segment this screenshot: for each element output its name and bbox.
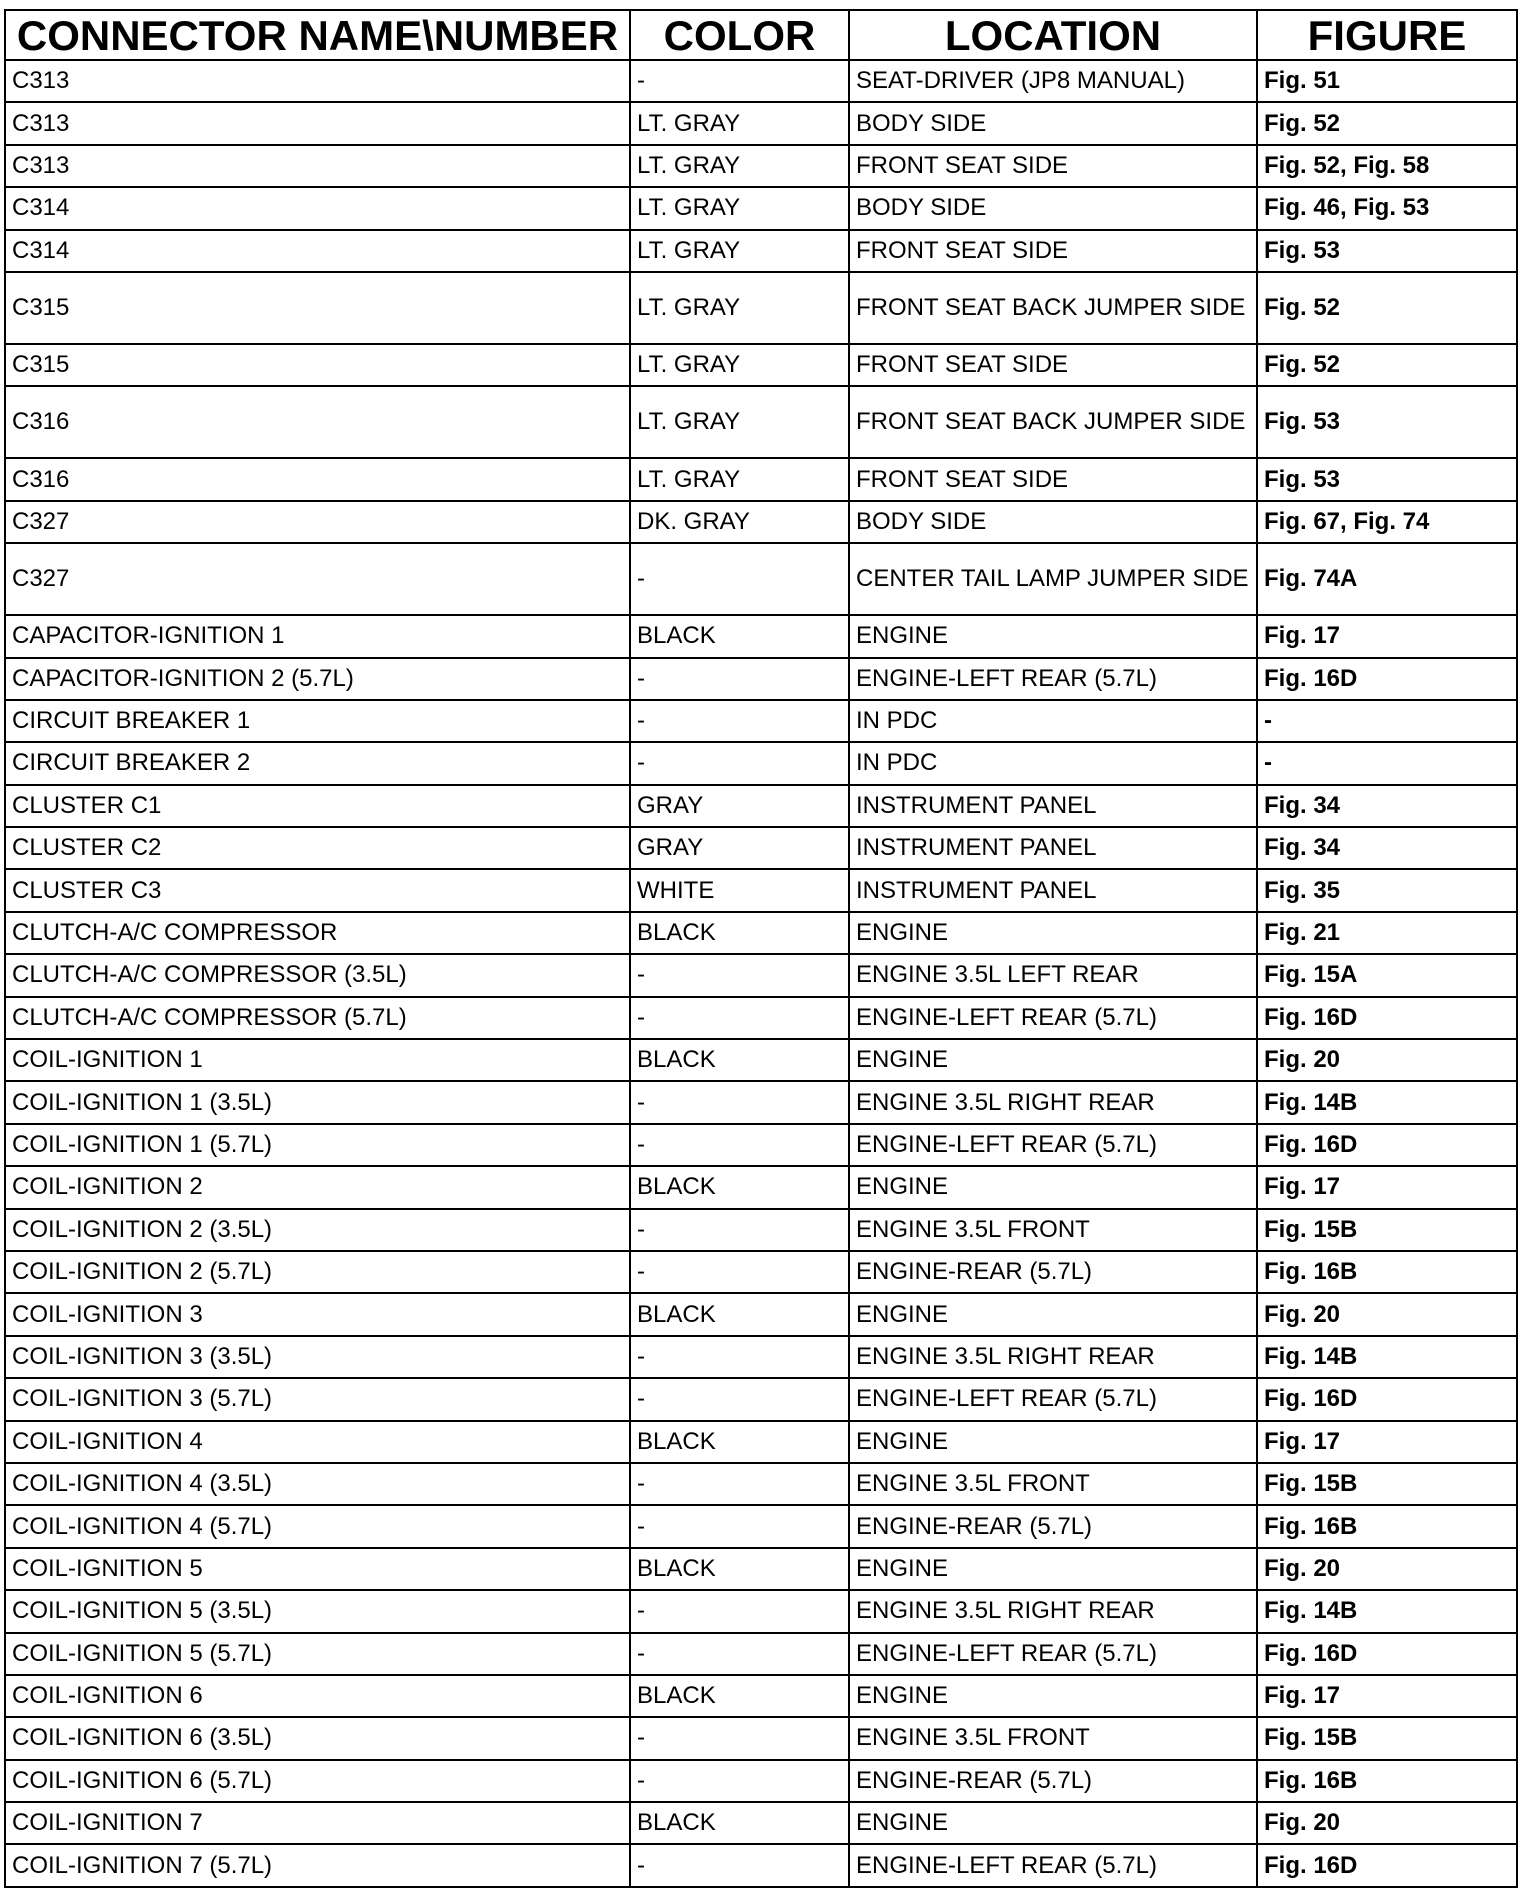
table-row xyxy=(5,1675,1517,1717)
connector-name-cell: COIL-IGNITION 4 (5.7L) xyxy=(5,1505,630,1547)
connector-name-cell: C313 xyxy=(5,145,630,187)
connector-name-cell: COIL-IGNITION 1 (5.7L) xyxy=(5,1124,630,1166)
location-cell: ENGINE-LEFT REAR (5.7L) xyxy=(849,1844,1257,1886)
connector-name-cell: CLUTCH-A/C COMPRESSOR (3.5L) xyxy=(5,954,630,996)
header-figure: FIGURE xyxy=(1257,10,1517,60)
location-cell: ENGINE 3.5L FRONT xyxy=(849,1463,1257,1505)
connector-table xyxy=(4,9,1518,1888)
location-cell: ENGINE-LEFT REAR (5.7L) xyxy=(849,1633,1257,1675)
figure-cell: Fig. 15B xyxy=(1257,1717,1517,1759)
location-cell: FRONT SEAT SIDE xyxy=(849,230,1257,272)
connector-name-cell: C314 xyxy=(5,230,630,272)
color-cell: - xyxy=(630,1717,849,1759)
header-row xyxy=(5,10,1517,60)
table-row xyxy=(5,1166,1517,1208)
table-row xyxy=(5,1590,1517,1632)
location-cell: ENGINE xyxy=(849,1166,1257,1208)
table-row xyxy=(5,60,1517,102)
table-row xyxy=(5,700,1517,742)
figure-cell: Fig. 16B xyxy=(1257,1760,1517,1802)
location-cell: FRONT SEAT BACK JUMPER SIDE xyxy=(849,272,1257,344)
connector-name-cell: COIL-IGNITION 3 xyxy=(5,1293,630,1335)
color-cell: - xyxy=(630,1760,849,1802)
location-cell: CENTER TAIL LAMP JUMPER SIDE xyxy=(849,543,1257,615)
figure-cell: Fig. 15B xyxy=(1257,1209,1517,1251)
table-body xyxy=(5,60,1517,1887)
figure-cell: Fig. 21 xyxy=(1257,912,1517,954)
table-row xyxy=(5,145,1517,187)
figure-cell: Fig. 34 xyxy=(1257,827,1517,869)
location-cell: BODY SIDE xyxy=(849,102,1257,144)
table-row xyxy=(5,1336,1517,1378)
connector-name-cell: COIL-IGNITION 3 (3.5L) xyxy=(5,1336,630,1378)
header-location: LOCATION xyxy=(849,10,1257,60)
color-cell: - xyxy=(630,954,849,996)
connector-name-cell: CAPACITOR-IGNITION 2 (5.7L) xyxy=(5,658,630,700)
location-cell: ENGINE xyxy=(849,1421,1257,1463)
connector-name-cell: C313 xyxy=(5,60,630,102)
table-row xyxy=(5,1505,1517,1547)
color-cell: LT. GRAY xyxy=(630,272,849,344)
location-cell: ENGINE xyxy=(849,1675,1257,1717)
color-cell: LT. GRAY xyxy=(630,187,849,229)
color-cell: BLACK xyxy=(630,1421,849,1463)
color-cell: - xyxy=(630,1124,849,1166)
location-cell: INSTRUMENT PANEL xyxy=(849,827,1257,869)
figure-cell: Fig. 16B xyxy=(1257,1505,1517,1547)
location-cell: ENGINE 3.5L RIGHT REAR xyxy=(849,1590,1257,1632)
color-cell: - xyxy=(630,60,849,102)
color-cell: BLACK xyxy=(630,1039,849,1081)
figure-cell: Fig. 51 xyxy=(1257,60,1517,102)
connector-name-cell: CLUTCH-A/C COMPRESSOR (5.7L) xyxy=(5,997,630,1039)
connector-name-cell: COIL-IGNITION 7 xyxy=(5,1802,630,1844)
figure-cell: Fig. 52 xyxy=(1257,102,1517,144)
connector-name-cell: C316 xyxy=(5,386,630,458)
connector-name-cell: C313 xyxy=(5,102,630,144)
location-cell: ENGINE xyxy=(849,1039,1257,1081)
table-header xyxy=(5,10,1517,60)
color-cell: LT. GRAY xyxy=(630,145,849,187)
figure-cell: Fig. 34 xyxy=(1257,785,1517,827)
location-cell: ENGINE 3.5L RIGHT REAR xyxy=(849,1336,1257,1378)
connector-name-cell: COIL-IGNITION 6 (3.5L) xyxy=(5,1717,630,1759)
location-cell: ENGINE 3.5L LEFT REAR xyxy=(849,954,1257,996)
table-row xyxy=(5,1548,1517,1590)
header-color: COLOR xyxy=(630,10,849,60)
figure-cell: Fig. 15B xyxy=(1257,1463,1517,1505)
table-row xyxy=(5,1802,1517,1844)
connector-name-cell: COIL-IGNITION 6 xyxy=(5,1675,630,1717)
table-row xyxy=(5,1251,1517,1293)
location-cell: INSTRUMENT PANEL xyxy=(849,869,1257,911)
table-row xyxy=(5,272,1517,344)
table-row xyxy=(5,1633,1517,1675)
connector-name-cell: COIL-IGNITION 4 (3.5L) xyxy=(5,1463,630,1505)
connector-name-cell: C315 xyxy=(5,344,630,386)
connector-name-cell: C327 xyxy=(5,501,630,543)
table-row xyxy=(5,501,1517,543)
color-cell: DK. GRAY xyxy=(630,501,849,543)
table-row xyxy=(5,785,1517,827)
location-cell: IN PDC xyxy=(849,700,1257,742)
figure-cell: Fig. 17 xyxy=(1257,1421,1517,1463)
location-cell: ENGINE 3.5L FRONT xyxy=(849,1717,1257,1759)
color-cell: GRAY xyxy=(630,827,849,869)
table-row xyxy=(5,230,1517,272)
location-cell: FRONT SEAT SIDE xyxy=(849,344,1257,386)
color-cell: BLACK xyxy=(630,912,849,954)
connector-name-cell: C327 xyxy=(5,543,630,615)
connector-name-cell: COIL-IGNITION 4 xyxy=(5,1421,630,1463)
table-row xyxy=(5,954,1517,996)
connector-name-cell: COIL-IGNITION 3 (5.7L) xyxy=(5,1378,630,1420)
table-row xyxy=(5,658,1517,700)
location-cell: ENGINE xyxy=(849,1802,1257,1844)
color-cell: - xyxy=(630,1590,849,1632)
table-row xyxy=(5,742,1517,784)
figure-cell: Fig. 52 xyxy=(1257,272,1517,344)
color-cell: - xyxy=(630,1844,849,1886)
figure-cell: Fig. 14B xyxy=(1257,1081,1517,1123)
figure-cell: Fig. 17 xyxy=(1257,615,1517,657)
location-cell: ENGINE-LEFT REAR (5.7L) xyxy=(849,1378,1257,1420)
table-row xyxy=(5,615,1517,657)
connector-name-cell: C315 xyxy=(5,272,630,344)
figure-cell: Fig. 52 xyxy=(1257,344,1517,386)
connector-name-cell: COIL-IGNITION 2 xyxy=(5,1166,630,1208)
table-row xyxy=(5,912,1517,954)
color-cell: LT. GRAY xyxy=(630,230,849,272)
table-row xyxy=(5,386,1517,458)
color-cell: BLACK xyxy=(630,615,849,657)
figure-cell: Fig. 16D xyxy=(1257,1378,1517,1420)
location-cell: ENGINE xyxy=(849,615,1257,657)
figure-cell: Fig. 20 xyxy=(1257,1293,1517,1335)
color-cell: BLACK xyxy=(630,1293,849,1335)
figure-cell: Fig. 74A xyxy=(1257,543,1517,615)
color-cell: BLACK xyxy=(630,1802,849,1844)
location-cell: SEAT-DRIVER (JP8 MANUAL) xyxy=(849,60,1257,102)
color-cell: - xyxy=(630,1633,849,1675)
color-cell: - xyxy=(630,1336,849,1378)
location-cell: ENGINE xyxy=(849,1293,1257,1335)
location-cell: ENGINE xyxy=(849,1548,1257,1590)
connector-name-cell: COIL-IGNITION 1 (3.5L) xyxy=(5,1081,630,1123)
table-row xyxy=(5,1124,1517,1166)
location-cell: BODY SIDE xyxy=(849,501,1257,543)
connector-name-cell: COIL-IGNITION 7 (5.7L) xyxy=(5,1844,630,1886)
color-cell: - xyxy=(630,1505,849,1547)
table-row xyxy=(5,1421,1517,1463)
color-cell: LT. GRAY xyxy=(630,458,849,500)
location-cell: FRONT SEAT SIDE xyxy=(849,458,1257,500)
table-row xyxy=(5,1039,1517,1081)
connector-name-cell: CAPACITOR-IGNITION 1 xyxy=(5,615,630,657)
location-cell: ENGINE-LEFT REAR (5.7L) xyxy=(849,1124,1257,1166)
table-row xyxy=(5,869,1517,911)
color-cell: LT. GRAY xyxy=(630,344,849,386)
color-cell: LT. GRAY xyxy=(630,102,849,144)
table-row xyxy=(5,1717,1517,1759)
connector-table-page xyxy=(4,9,1518,1888)
color-cell: BLACK xyxy=(630,1675,849,1717)
header-connector-name: CONNECTOR NAME\NUMBER xyxy=(5,10,630,60)
figure-cell: Fig. 46, Fig. 53 xyxy=(1257,187,1517,229)
figure-cell: Fig. 53 xyxy=(1257,386,1517,458)
location-cell: ENGINE 3.5L RIGHT REAR xyxy=(849,1081,1257,1123)
connector-name-cell: CLUTCH-A/C COMPRESSOR xyxy=(5,912,630,954)
table-row xyxy=(5,1760,1517,1802)
figure-cell: Fig. 53 xyxy=(1257,230,1517,272)
connector-name-cell: C316 xyxy=(5,458,630,500)
figure-cell: Fig. 14B xyxy=(1257,1336,1517,1378)
figure-cell: Fig. 52, Fig. 58 xyxy=(1257,145,1517,187)
table-row xyxy=(5,458,1517,500)
location-cell: ENGINE-REAR (5.7L) xyxy=(849,1505,1257,1547)
location-cell: IN PDC xyxy=(849,742,1257,784)
figure-cell: Fig. 14B xyxy=(1257,1590,1517,1632)
color-cell: GRAY xyxy=(630,785,849,827)
connector-name-cell: COIL-IGNITION 1 xyxy=(5,1039,630,1081)
color-cell: - xyxy=(630,543,849,615)
connector-name-cell: CLUSTER C3 xyxy=(5,869,630,911)
location-cell: ENGINE-REAR (5.7L) xyxy=(849,1760,1257,1802)
table-row xyxy=(5,344,1517,386)
connector-name-cell: CIRCUIT BREAKER 1 xyxy=(5,700,630,742)
color-cell: - xyxy=(630,1251,849,1293)
figure-cell: Fig. 16D xyxy=(1257,997,1517,1039)
color-cell: - xyxy=(630,1209,849,1251)
figure-cell: Fig. 53 xyxy=(1257,458,1517,500)
connector-name-cell: CLUSTER C2 xyxy=(5,827,630,869)
table-row xyxy=(5,543,1517,615)
color-cell: BLACK xyxy=(630,1166,849,1208)
location-cell: ENGINE 3.5L FRONT xyxy=(849,1209,1257,1251)
color-cell: BLACK xyxy=(630,1548,849,1590)
color-cell: - xyxy=(630,1378,849,1420)
table-row xyxy=(5,187,1517,229)
location-cell: ENGINE-LEFT REAR (5.7L) xyxy=(849,997,1257,1039)
connector-name-cell: COIL-IGNITION 6 (5.7L) xyxy=(5,1760,630,1802)
color-cell: - xyxy=(630,742,849,784)
location-cell: INSTRUMENT PANEL xyxy=(849,785,1257,827)
connector-name-cell: COIL-IGNITION 5 xyxy=(5,1548,630,1590)
figure-cell: Fig. 16D xyxy=(1257,658,1517,700)
connector-name-cell: COIL-IGNITION 2 (3.5L) xyxy=(5,1209,630,1251)
location-cell: BODY SIDE xyxy=(849,187,1257,229)
figure-cell: Fig. 15A xyxy=(1257,954,1517,996)
table-row xyxy=(5,1463,1517,1505)
figure-cell: Fig. 20 xyxy=(1257,1802,1517,1844)
figure-cell: Fig. 16D xyxy=(1257,1124,1517,1166)
connector-name-cell: COIL-IGNITION 5 (3.5L) xyxy=(5,1590,630,1632)
figure-cell: Fig. 17 xyxy=(1257,1675,1517,1717)
figure-cell: - xyxy=(1257,700,1517,742)
table-row xyxy=(5,827,1517,869)
table-row xyxy=(5,1081,1517,1123)
figure-cell: Fig. 20 xyxy=(1257,1548,1517,1590)
connector-name-cell: CIRCUIT BREAKER 2 xyxy=(5,742,630,784)
figure-cell: - xyxy=(1257,742,1517,784)
color-cell: - xyxy=(630,658,849,700)
connector-name-cell: COIL-IGNITION 2 (5.7L) xyxy=(5,1251,630,1293)
table-row xyxy=(5,1844,1517,1886)
figure-cell: Fig. 16D xyxy=(1257,1633,1517,1675)
location-cell: FRONT SEAT SIDE xyxy=(849,145,1257,187)
figure-cell: Fig. 67, Fig. 74 xyxy=(1257,501,1517,543)
table-row xyxy=(5,102,1517,144)
location-cell: ENGINE xyxy=(849,912,1257,954)
figure-cell: Fig. 35 xyxy=(1257,869,1517,911)
table-row xyxy=(5,1209,1517,1251)
color-cell: - xyxy=(630,1463,849,1505)
figure-cell: Fig. 20 xyxy=(1257,1039,1517,1081)
location-cell: FRONT SEAT BACK JUMPER SIDE xyxy=(849,386,1257,458)
color-cell: - xyxy=(630,1081,849,1123)
table-row xyxy=(5,997,1517,1039)
color-cell: WHITE xyxy=(630,869,849,911)
connector-name-cell: COIL-IGNITION 5 (5.7L) xyxy=(5,1633,630,1675)
figure-cell: Fig. 16B xyxy=(1257,1251,1517,1293)
color-cell: - xyxy=(630,700,849,742)
color-cell: LT. GRAY xyxy=(630,386,849,458)
table-row xyxy=(5,1293,1517,1335)
connector-name-cell: C314 xyxy=(5,187,630,229)
location-cell: ENGINE-REAR (5.7L) xyxy=(849,1251,1257,1293)
figure-cell: Fig. 16D xyxy=(1257,1844,1517,1886)
connector-name-cell: CLUSTER C1 xyxy=(5,785,630,827)
table-row xyxy=(5,1378,1517,1420)
color-cell: - xyxy=(630,997,849,1039)
location-cell: ENGINE-LEFT REAR (5.7L) xyxy=(849,658,1257,700)
figure-cell: Fig. 17 xyxy=(1257,1166,1517,1208)
